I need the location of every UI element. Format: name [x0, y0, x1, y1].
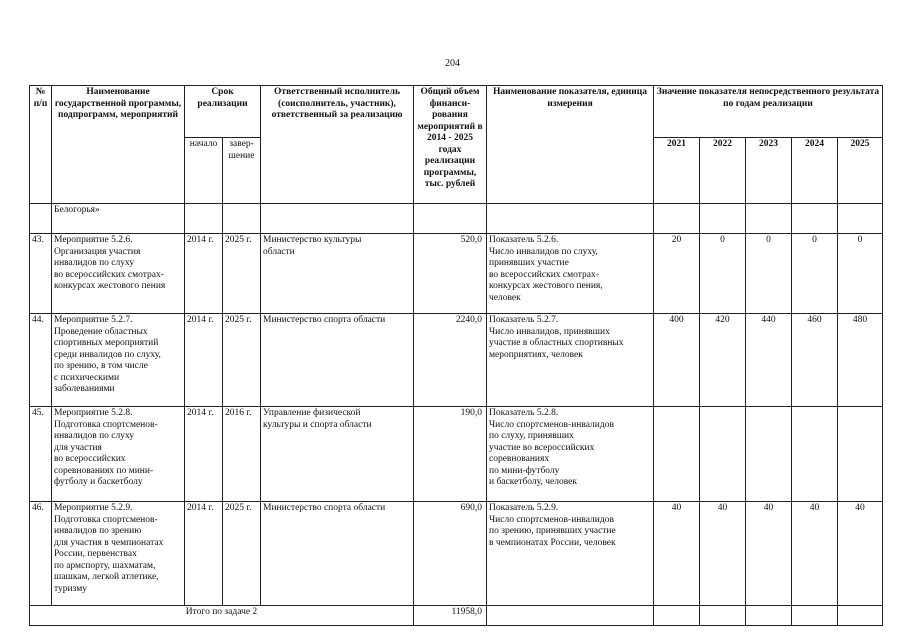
row-value: 40	[654, 502, 700, 606]
header-year: 2023	[746, 138, 792, 204]
row-value: 420	[700, 314, 746, 407]
row-executor: Управление физической культуры и спорта области	[261, 407, 414, 502]
row-value	[700, 407, 746, 502]
total-volume: 11958,0	[414, 606, 487, 626]
total-label: Итого по задаче 2	[30, 606, 414, 626]
row-end: 2025 г.	[223, 502, 261, 606]
row-value: 20	[654, 234, 700, 314]
row-end: 2025 г.	[223, 314, 261, 407]
header-volume: Общий объем финанси-рования мероприятий в 2014 - 2025 годах реализации программы, тыс. рублей	[414, 86, 487, 204]
row-indicator: Показатель 5.2.8. Число спортсменов-инвалидов по слуху, принявших участие во всероссийских соревнованиях по мини-футболу и баскетболу, человек	[487, 407, 654, 502]
header-name: Наименование государственной программы, подпрограмм, мероприятий	[52, 86, 185, 204]
row-value: 460	[792, 314, 838, 407]
row-value: 40	[838, 502, 883, 606]
total-row	[30, 606, 883, 626]
row-volume: 2240,0	[414, 314, 487, 407]
table-row	[30, 234, 883, 314]
header-year: 2022	[700, 138, 746, 204]
cell-empty	[30, 204, 52, 234]
row-num: 44.	[30, 314, 52, 407]
row-end: 2025 г.	[223, 234, 261, 314]
row-name: Мероприятие 5.2.7. Проведение областных спортивных мероприятий среди инвалидов по слуху, по зрению, в том числе с психическими заболеваниями	[52, 314, 185, 407]
row-value	[746, 407, 792, 502]
row-indicator: Показатель 5.2.6. Число инвалидов по слуху, принявших участие во всероссийских смотрах- конкурсах жестового пения, человек	[487, 234, 654, 314]
row-start: 2014 г.	[185, 314, 223, 407]
row-num: 45.	[30, 407, 52, 502]
continuation-row	[30, 204, 883, 234]
row-value	[792, 407, 838, 502]
row-value: 40	[792, 502, 838, 606]
row-value: 400	[654, 314, 700, 407]
row-indicator: Показатель 5.2.7. Число инвалидов, принявших участие в областных спортивных мероприятиях, человек	[487, 314, 654, 407]
row-value: 40	[746, 502, 792, 606]
program-table	[29, 85, 883, 626]
row-value: 40	[700, 502, 746, 606]
row-start: 2014 г.	[185, 502, 223, 606]
header-term: Срок реализации	[185, 86, 261, 138]
header-values-title: Значение показателя непосредственного результата по годам реализации	[654, 86, 883, 138]
table-row	[30, 407, 883, 502]
row-num: 46.	[30, 502, 52, 606]
row-value: 0	[838, 234, 883, 314]
row-value: 0	[700, 234, 746, 314]
row-value	[654, 407, 700, 502]
row-num: 43.	[30, 234, 52, 314]
header-start: начало	[185, 138, 223, 204]
row-start: 2014 г.	[185, 407, 223, 502]
row-start: 2014 г.	[185, 234, 223, 314]
row-volume: 520,0	[414, 234, 487, 314]
row-name: Мероприятие 5.2.8. Подготовка спортсменов- инвалидов по слуху для участия во всероссийских соревнованиях по мини- футболу и баскетболу	[52, 407, 185, 502]
row-executor: Министерство спорта области	[261, 314, 414, 407]
header-end: завер-шение	[223, 138, 261, 204]
row-value: 0	[746, 234, 792, 314]
header-year: 2025	[838, 138, 883, 204]
header-executor: Ответственный исполнитель (соисполнитель, участник), ответственный за реализацию	[261, 86, 414, 204]
row-executor: Министерство спорта области	[261, 502, 414, 606]
row-value	[838, 407, 883, 502]
header-indicator: Наименование показателя, единица измерения	[487, 86, 654, 204]
header-year: 2021	[654, 138, 700, 204]
header-num: № п/п	[30, 86, 52, 204]
row-end: 2016 г.	[223, 407, 261, 502]
header-year: 2024	[792, 138, 838, 204]
continuation-text: Белогорья»	[52, 204, 185, 234]
row-volume: 690,0	[414, 502, 487, 606]
row-name: Мероприятие 5.2.9. Подготовка спортсменов- инвалидов по зрению для участия в чемпионатах России, первенствах по армспорту, шахматам, шашкам, легкой атлетике, туризму	[52, 502, 185, 606]
header-row-1	[30, 86, 883, 138]
row-value: 0	[792, 234, 838, 314]
row-volume: 190,0	[414, 407, 487, 502]
row-executor: Министерство культуры области	[261, 234, 414, 314]
page-number: 204	[445, 58, 460, 69]
row-value: 440	[746, 314, 792, 407]
row-indicator: Показатель 5.2.9. Число спортсменов-инвалидов по зрению, принявших участие в чемпионатах России, человек	[487, 502, 654, 606]
row-name: Мероприятие 5.2.6. Организация участия инвалидов по слуху во всероссийских смотрах- конкурсах жестового пения	[52, 234, 185, 314]
table-row	[30, 502, 883, 606]
row-value: 480	[838, 314, 883, 407]
table-row	[30, 314, 883, 407]
